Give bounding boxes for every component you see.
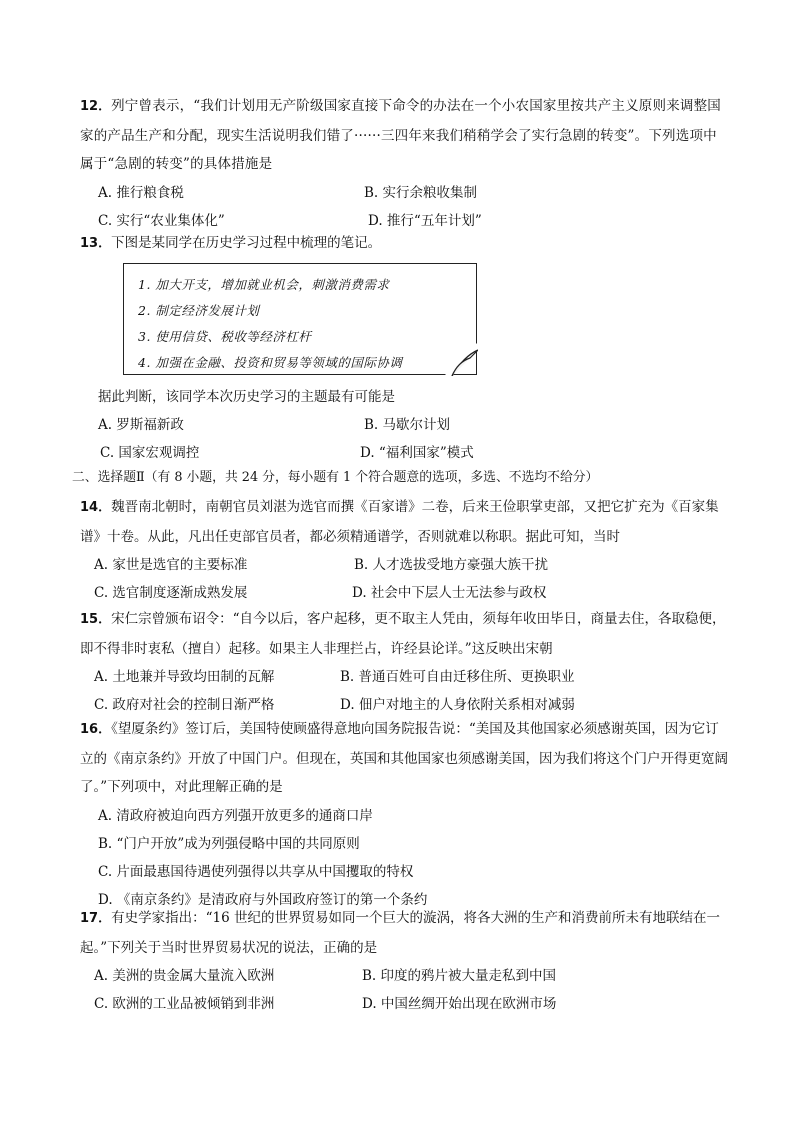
question-17 bbox=[80, 904, 730, 1018]
option-b[interactable]: B. “门户开放”成为列强侵略中国的共同原则 bbox=[98, 835, 360, 852]
option-a[interactable]: A. 土地兼并导致均田制的瓦解 bbox=[94, 669, 275, 685]
option-c[interactable]: C. 片面最惠国待遇使列强得以共享从中国攫取的特权 bbox=[98, 863, 414, 880]
question-15 bbox=[80, 605, 730, 719]
question-13 bbox=[80, 229, 730, 259]
option-c[interactable]: C. 选官制度逐渐成熟发展 bbox=[94, 585, 248, 601]
option-d[interactable]: D. 推行“五年计划” bbox=[368, 212, 482, 229]
note-line-4: 4. 加强在金融、投资和贸易等领域的国际协调 bbox=[138, 355, 403, 370]
option-b[interactable]: B. 印度的鸦片被大量走私到中国 bbox=[362, 968, 557, 984]
question-15-options bbox=[80, 663, 730, 691]
option-c[interactable]: C. 欧洲的工业品被倾销到非洲 bbox=[94, 996, 275, 1012]
question-14 bbox=[80, 493, 730, 607]
option-b[interactable]: B. 马歇尔计划 bbox=[364, 417, 451, 433]
option-a[interactable]: A. 清政府被迫向西方列强开放更多的通商口岸 bbox=[98, 807, 373, 824]
option-a[interactable]: A. 推行粮食税 bbox=[98, 184, 184, 201]
option-b[interactable]: B. 普通百姓可自由迁移住所、更换职业 bbox=[340, 669, 575, 685]
question-13-options bbox=[80, 411, 730, 439]
option-d[interactable]: D. “福利国家”模式 bbox=[360, 445, 474, 461]
option-c[interactable]: C. 国家宏观调控 bbox=[100, 445, 200, 461]
option-d[interactable]: D. 《南京条约》是清政府与外国政府签订的第一个条约 bbox=[98, 891, 428, 908]
question-15-stem: 15．宋仁宗曾颁布诏令：“自今以后，客户起移，更不取主人凭由，须每年收田毕日，商量去住，各取稳便，即不得非时衷私（擅自）起移。如果主人非理拦占，许经县论详。”这反映出宋朝 bbox=[80, 611, 726, 657]
page-curl-icon bbox=[444, 342, 478, 376]
option-b[interactable]: B. 实行余粮收集制 bbox=[364, 184, 478, 201]
option-c[interactable]: C. 政府对社会的控制日渐严格 bbox=[94, 697, 275, 713]
option-a[interactable]: A. 家世是选官的主要标准 bbox=[94, 557, 248, 573]
question-12 bbox=[80, 92, 730, 235]
question-14-options-2 bbox=[80, 579, 730, 607]
note-line-1: 1. 加大开支，增加就业机会，刺激消费需求 bbox=[138, 277, 390, 292]
note-line-2: 2. 制定经济发展计划 bbox=[138, 303, 260, 318]
note-line-3: 3. 使用信贷、税收等经济杠杆 bbox=[138, 329, 312, 344]
question-16 bbox=[80, 715, 730, 914]
question-17-options bbox=[80, 962, 730, 990]
question-14-stem: 14．魏晋南北朝时，南朝官员刘湛为选官而撰《百家谱》二卷，后来王俭职掌吏部，又把它扩充为《百家集谱》十卷。从此，凡出任吏部官员者，都必须精通谱学，否则就难以称职。据此可知，当时 bbox=[80, 499, 719, 545]
question-13-follow bbox=[80, 383, 730, 467]
question-12-stem: 12．列宁曾表示，“我们计划用无产阶级国家直接下命令的办法在一个小农国家里按共产主义原则来调整国家的产品生产和分配，现实生活说明我们错了······三四年来我们稍稍学会了实行急剧的转变”。下列选项中属于“急剧的转变”的具体措施是 bbox=[80, 98, 721, 172]
option-d[interactable]: D. 社会中下层人士无法参与政权 bbox=[352, 585, 547, 601]
option-b[interactable]: B. 人才选拔受地方豪强大族干扰 bbox=[354, 557, 549, 573]
question-13-stem: 13．下图是某同学在历史学习过程中梳理的笔记。 bbox=[80, 235, 382, 251]
option-d[interactable]: D. 中国丝绸开始出现在欧洲市场 bbox=[362, 996, 557, 1012]
option-c[interactable]: C. 实行“农业集体化” bbox=[98, 212, 225, 229]
question-17-stem: 17．有史学家指出：“16 世纪的世界贸易如同一个巨大的漩涡，将各大洲的生产和消费前所未有地联结在一起。”下列关于当时世界贸易状况的说法，正确的是 bbox=[80, 910, 720, 956]
question-16-stem: 16．《望厦条约》签订后，美国特使顾盛得意地向国务院报告说：“美国及其他国家必须感谢英国，因为它订立的《南京条约》开放了中国门户。但现在，英国和其他国家也须感谢美国，因为我们将这个门户开得更宽阔了。”下列项中，对此理解正确的是 bbox=[80, 721, 728, 795]
option-a[interactable]: A. 罗斯福新政 bbox=[98, 417, 184, 433]
study-note-box bbox=[123, 263, 477, 375]
option-a[interactable]: A. 美洲的贵金属大量流入欧洲 bbox=[94, 968, 275, 984]
question-13-options-2 bbox=[80, 439, 730, 467]
question-13-follow-text: 据此判断，该同学本次历史学习的主题最有可能是 bbox=[98, 389, 395, 405]
question-14-options bbox=[80, 551, 730, 579]
question-17-options-2 bbox=[80, 990, 730, 1018]
option-d[interactable]: D. 佃户对地主的人身依附关系相对减弱 bbox=[340, 697, 575, 713]
section-2-heading: 二、选择题Ⅱ（有 8 小题，共 24 分，每小题有 1 个符合题意的选项，多选、不选均不给分） bbox=[72, 470, 599, 485]
question-12-options bbox=[80, 179, 730, 207]
